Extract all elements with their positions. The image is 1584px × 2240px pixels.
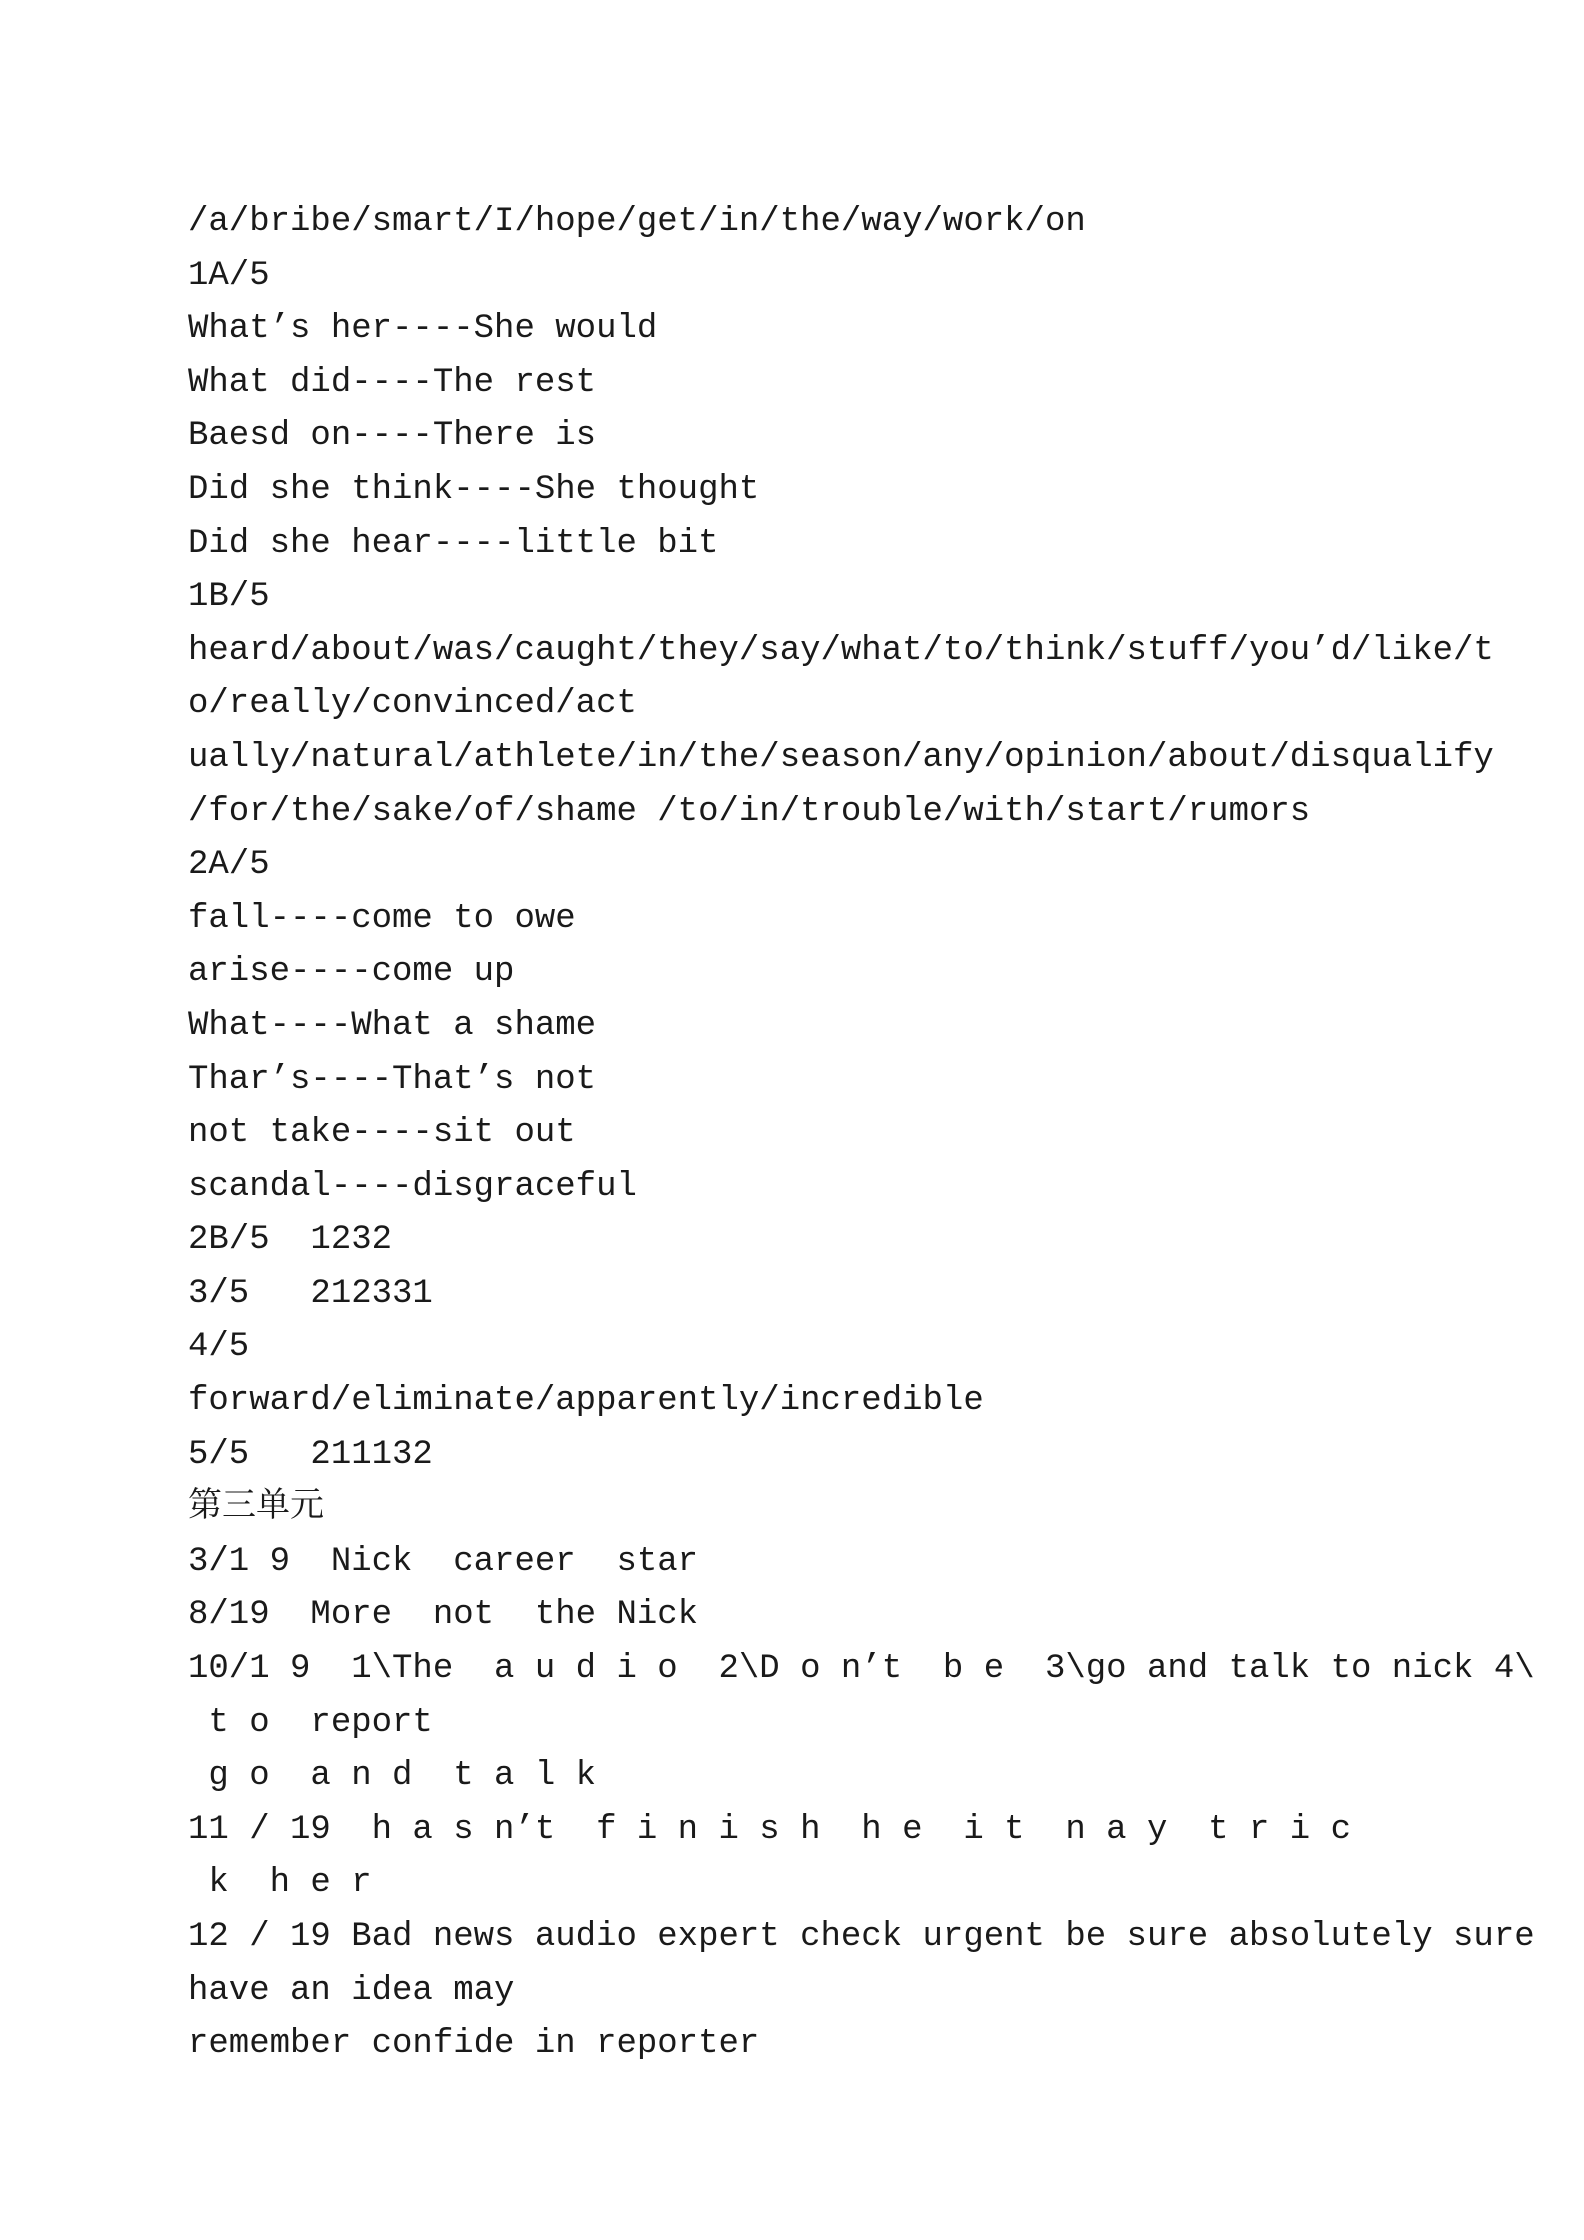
text-line: g o a n d t a l k [188, 1757, 597, 1796]
text-line: t o report [188, 1703, 433, 1742]
text-line: /a/bribe/smart/I/hope/get/in/the/way/work/on [188, 203, 1086, 241]
text-line: What did----The rest [188, 363, 597, 402]
text-line: 8/19 More not the Nick [188, 1596, 699, 1635]
text-line: 2B/5 1232 [188, 1221, 393, 1260]
text-line: 5/5 211132 [188, 1435, 433, 1474]
text-line: Did she think----She thought [188, 470, 760, 509]
text-line: not take----sit out [188, 1114, 576, 1153]
text-line: 4/5 [188, 1328, 250, 1367]
text-line: 3/5 212331 [188, 1274, 433, 1313]
text-line: o/really/convinced/act [188, 685, 637, 724]
text-line: Did she hear----little bit [188, 524, 719, 563]
text-line: fall----come to owe [188, 899, 576, 938]
text-line: /for/the/sake/of/shame /to/in/trouble/with/start/rumors [188, 792, 1311, 831]
text-line: heard/about/was/caught/they/say/what/to/think/stuff/you’d/like/t [188, 631, 1494, 670]
text-line: remember confide in reporter [188, 2025, 760, 2064]
text-line: 12 / 19 Bad news audio expert check urgent be sure absolutely sure [188, 1918, 1535, 1956]
text-line: ually/natural/athlete/in/the/season/any/opinion/about/disqualify [188, 738, 1494, 777]
text-line: arise----come up [188, 953, 515, 992]
text-line: 11 / 19 h a s n’t f i n i s h h e i t n a y t r i c [188, 1810, 1351, 1849]
text-line: 2A/5 [188, 846, 270, 885]
text-line: Baesd on----There is [188, 417, 597, 456]
text-line: k h e r [188, 1864, 372, 1903]
text-line: have an idea may [188, 1971, 515, 2010]
text-line: 3/1 9 Nick career star [188, 1542, 699, 1581]
text-line: forward/eliminate/apparently/incredible [188, 1382, 984, 1421]
text-line: 1B/5 [188, 578, 270, 617]
text-line: scandal----disgraceful [188, 1167, 637, 1206]
text-line: What’s her----She would [188, 310, 658, 349]
text-line: 1A/5 [188, 256, 270, 295]
text-line: What----What a shame [188, 1006, 597, 1045]
section-heading: 第三单元 [188, 1489, 324, 1528]
text-line: Thar’s----That’s not [188, 1060, 597, 1099]
document-body [188, 196, 1535, 2072]
text-line: 10/1 9 1\The a u d i o 2\D o n’t b e 3\go and talk to nick 4\ [188, 1650, 1535, 1689]
